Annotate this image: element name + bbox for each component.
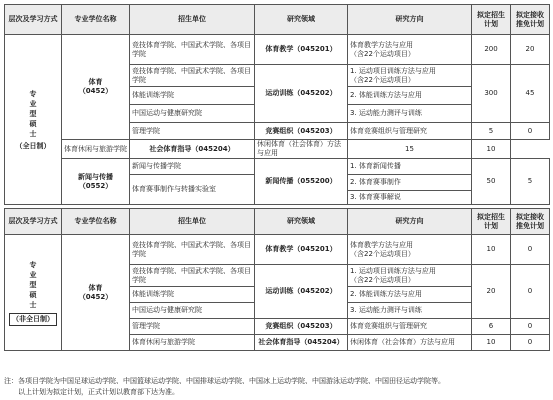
header-direction: 研究方向 [348, 209, 472, 235]
table-row [5, 35, 550, 65]
unit-cell: 体能训练学院 [130, 87, 255, 105]
header-major: 专业学位名称 [62, 209, 130, 235]
direction-cell: 2. 体育赛事制作 [348, 175, 472, 191]
footnote-line-2: 以上计划为拟定计划，正式计划以教育部下达为准。 [18, 388, 179, 396]
direction-cell: 体育教学方法与应用 （含22个运动项目） [348, 235, 472, 265]
exempt-cell: 0 [511, 265, 550, 319]
direction-cell: 1. 运动项目训练方法与应用 （含22个运动项目） [348, 265, 472, 287]
part-time-admission-table [4, 208, 550, 351]
field-cell: 体育教学（045201） [255, 235, 348, 265]
unit-cell: 体能训练学院 [130, 287, 255, 303]
field-cell: 运动训练（045202） [255, 65, 348, 123]
exempt-cell: 0 [511, 319, 550, 335]
unit-cell: 管理学院 [130, 123, 255, 140]
header-level-mode: 层次及学习方式 [5, 209, 62, 235]
direction-cell: 2. 体能训练方法与应用 [348, 287, 472, 303]
plan-cell: 5 [472, 123, 511, 140]
full-time-admission-table [4, 4, 550, 205]
plan-cell: 300 [472, 65, 511, 123]
unit-cell: 竞技体育学院、中国武术学院、各项目学院 [130, 35, 255, 65]
plan-cell: 50 [472, 159, 511, 205]
unit-cell: 竞技体育学院、中国武术学院、各项目学院 [130, 265, 255, 287]
footnote-line-1: 注：各项目学院为中国足球运动学院、中国篮球运动学院、中国排球运动学院、中国冰上运动学院、中国游泳运动学院、中国田径运动学院等。 [4, 377, 445, 385]
direction-cell: 3. 体育赛事解说 [348, 191, 472, 205]
header-field: 研究领域 [255, 5, 348, 35]
direction-cell: 休闲体育（社会体育）方法与应用 [348, 335, 472, 351]
exempt-cell: 5 [511, 159, 550, 205]
direction-cell: 体育竞赛组织与管理研究 [348, 319, 472, 335]
major-cell: 体育 （0452） [62, 235, 130, 351]
study-mode-label: （全日制） [15, 141, 51, 150]
table-row [5, 159, 550, 175]
study-mode-vertical: 专 业 型 硕 士 [29, 260, 37, 309]
field-cell: 社会体育指导（045204） [255, 335, 348, 351]
exempt-cell: 20 [511, 35, 550, 65]
unit-cell: 中国运动与健康研究院 [130, 105, 255, 123]
header-plan: 拟定招生计划 [472, 209, 511, 235]
field-cell: 竞赛组织（045203） [255, 123, 348, 140]
header-unit: 招生单位 [130, 209, 255, 235]
plan-cell: 10 [472, 235, 511, 265]
plan-cell: 6 [472, 319, 511, 335]
direction-cell: 1. 体育新闻传播 [348, 159, 472, 175]
direction-cell: 体育竞赛组织与管理研究 [348, 123, 472, 140]
plan-cell: 10 [472, 335, 511, 351]
major-cell: 新闻与传播 （0552） [62, 159, 130, 205]
unit-cell: 体育休闲与旅游学院 [62, 140, 130, 159]
direction-cell: 体育教学方法与应用 （含22个运动项目） [348, 35, 472, 65]
unit-cell: 竞技体育学院、中国武术学院、各项目学院 [130, 235, 255, 265]
unit-cell: 中国运动与健康研究院 [130, 303, 255, 319]
unit-cell: 体育休闲与旅游学院 [130, 335, 255, 351]
table-row [5, 235, 550, 265]
field-cell: 社会体育指导（045204） [130, 140, 255, 159]
direction-cell: 3. 运动能力测评与训练 [348, 303, 472, 319]
field-cell: 运动训练（045202） [255, 265, 348, 319]
unit-cell: 体育赛事制作与转播实验室 [130, 175, 255, 205]
direction-cell: 3. 运动能力测评与训练 [348, 105, 472, 123]
field-cell: 竞赛组织（045203） [255, 319, 348, 335]
exempt-cell: 0 [511, 235, 550, 265]
exempt-cell: 10 [472, 140, 511, 159]
table-row [5, 140, 550, 159]
header-exempt: 拟定接收推免计划 [511, 209, 550, 235]
header-unit: 招生单位 [130, 5, 255, 35]
unit-cell: 竞技体育学院、中国武术学院、各项目学院 [130, 65, 255, 87]
direction-cell: 休闲体育（社会体育）方法与应用 [255, 140, 348, 159]
plan-cell: 20 [472, 265, 511, 319]
header-level-mode: 层次及学习方式 [5, 5, 62, 35]
field-cell: 体育教学（045201） [255, 35, 348, 65]
exempt-cell: 45 [511, 65, 550, 123]
study-mode-cell [5, 35, 62, 205]
header-major: 专业学位名称 [62, 5, 130, 35]
study-mode-cell [5, 235, 62, 351]
table-header-row [5, 209, 550, 235]
unit-cell: 新闻与传播学院 [130, 159, 255, 175]
unit-cell: 管理学院 [130, 319, 255, 335]
study-mode-vertical: 专 业 型 硕 士 [29, 89, 37, 138]
direction-cell: 1. 运动项目训练方法与应用 （含22个运动项目） [348, 65, 472, 87]
header-field: 研究领域 [255, 209, 348, 235]
field-cell: 新闻传播（055200） [255, 159, 348, 205]
table-header-row [5, 5, 550, 35]
plan-cell: 15 [348, 140, 472, 159]
exempt-cell: 0 [511, 123, 550, 140]
exempt-cell: 0 [511, 335, 550, 351]
plan-cell: 200 [472, 35, 511, 65]
study-mode-label: （非全日制） [9, 313, 57, 326]
major-cell: 体育 （0452） [62, 35, 130, 140]
header-plan: 拟定招生计划 [472, 5, 511, 35]
direction-cell: 2. 体能训练方法与应用 [348, 87, 472, 105]
header-exempt: 拟定接收推免计划 [511, 5, 550, 35]
header-direction: 研究方向 [348, 5, 472, 35]
